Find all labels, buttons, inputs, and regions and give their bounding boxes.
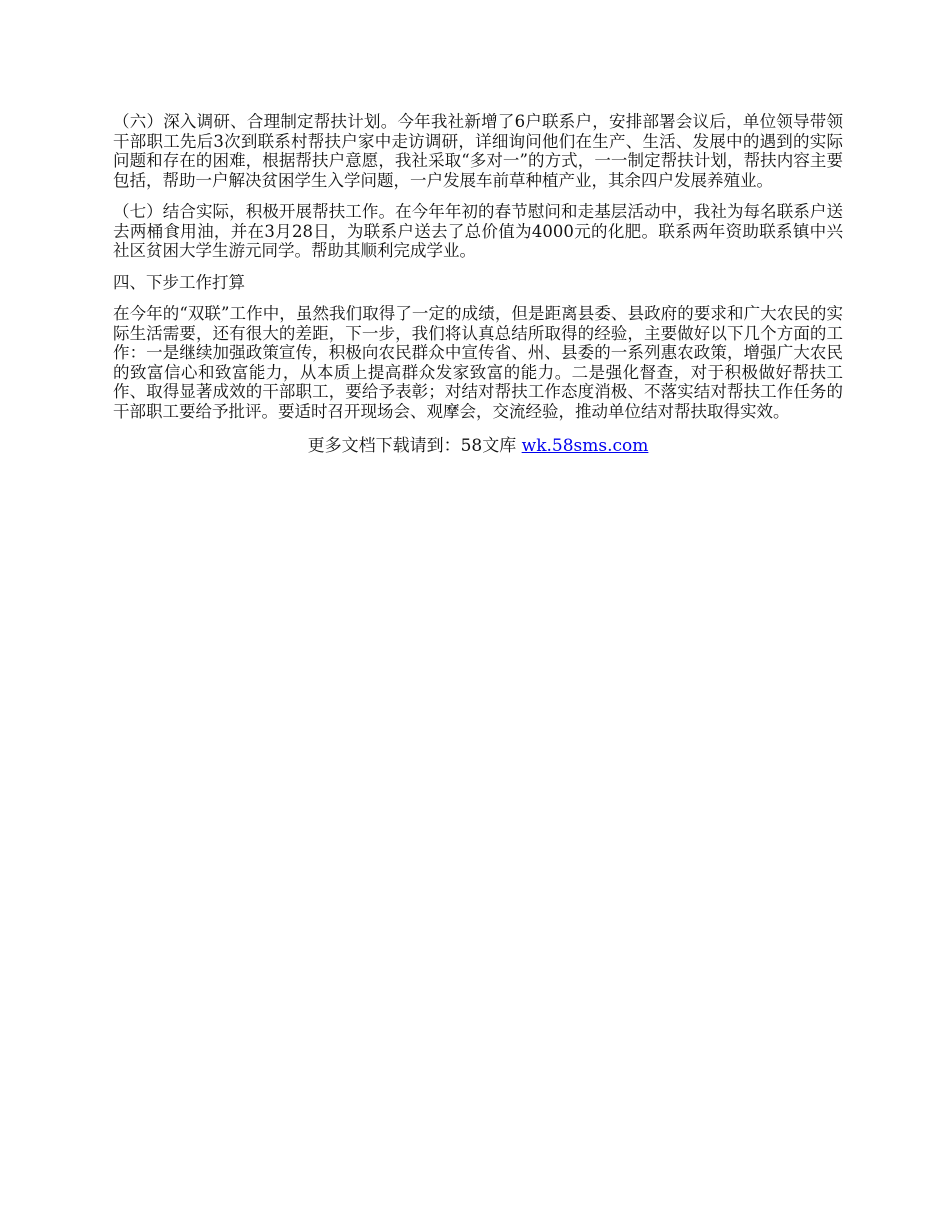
- paragraph-work-plan: 在今年的“双联”工作中，虽然我们取得了一定的成绩，但是距离县委、县政府的要求和广大农民的实际生活需要，还有很大的差距，下一步，我们将认真总结所取得的经验，主要做好以下几个方面的工作：一是继续加强政策宣传，积极向农民群众中宣传省、州、县委的一系列惠农政策，增强广大农民的致富信心和致富能力，从本质上提高群众发家致富的能力。二是强化督查，对于积极做好帮扶工作、取得显著成效的干部职工，要给予表彰；对结对帮扶工作态度消极、不落实结对帮扶工作任务的干部职工要给予批评。要适时召开现场会、观摩会，交流经验，推动单位结对帮扶取得实效。: [113, 304, 843, 421]
- paragraph-six: （六）深入调研、合理制定帮扶计划。今年我社新增了6户联系户，安排部署会议后，单位领导带领干部职工先后3次到联系村帮扶户家中走访调研，详细询问他们在生产、生活、发展中的遇到的实际问题和存在的困难，根据帮扶户意愿，我社采取“多对一”的方式，一一制定帮扶计划，帮扶内容主要包括，帮助一户解决贫困学生入学问题，一户发展车前草种植产业，其余四户发展养殖业。: [113, 112, 843, 190]
- download-footer: [113, 437, 843, 457]
- section-heading-next-steps: 四、下步工作打算: [113, 272, 245, 292]
- footer-link[interactable]: wk.58sms.com: [521, 436, 649, 456]
- document-body: [113, 112, 843, 457]
- paragraph-seven: （七）结合实际，积极开展帮扶工作。在今年年初的春节慰问和走基层活动中，我社为每名联系户送去两桶食用油，并在3月28日，为联系户送去了总价值为4000元的化肥。联系两年资助联系镇中兴社区贫困大学生游元同学。帮助其顺利完成学业。: [113, 202, 843, 260]
- footer-text: 更多文档下载请到：58文库: [307, 436, 522, 456]
